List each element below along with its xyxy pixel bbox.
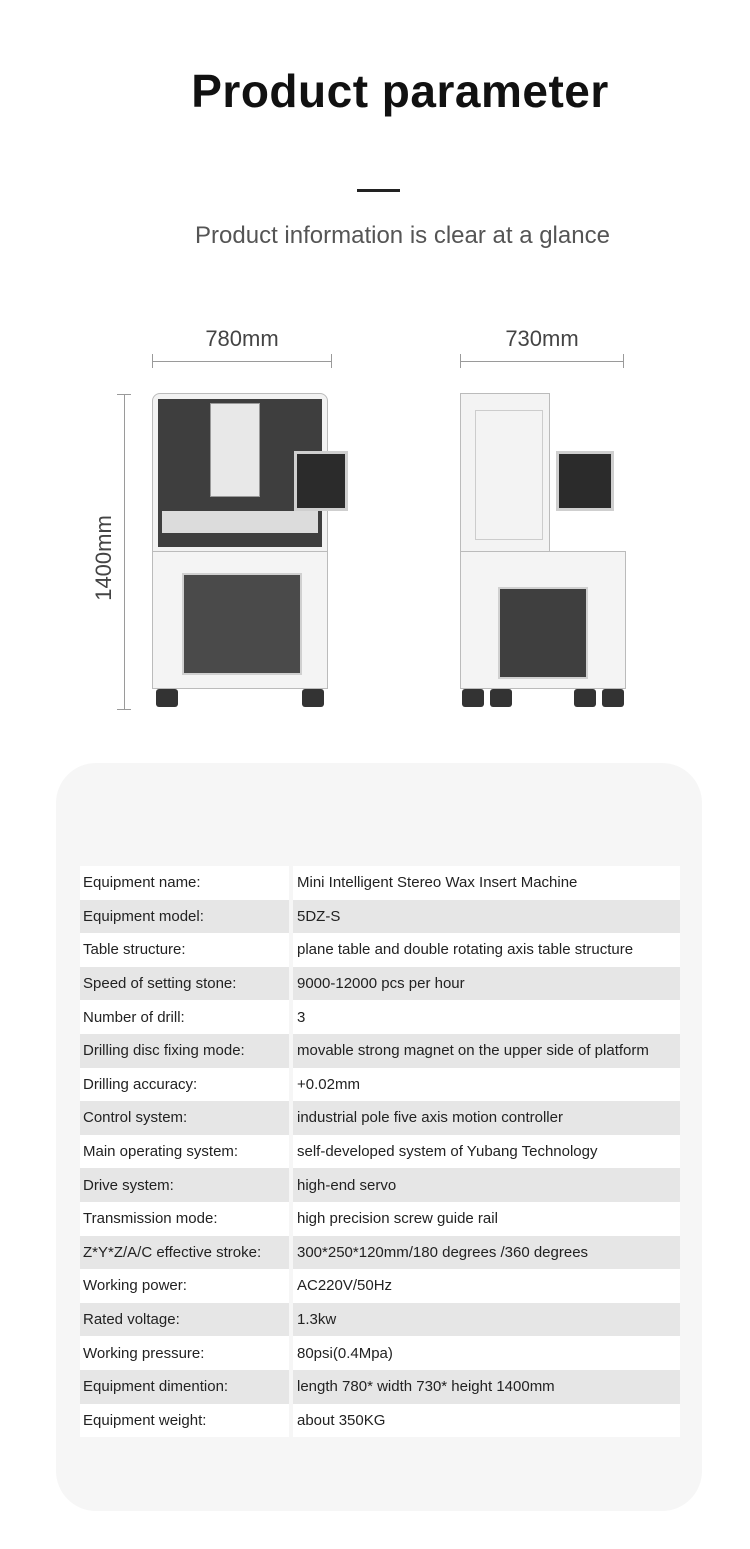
param-value: 3 (291, 1000, 680, 1034)
param-label: Speed of setting stone: (80, 967, 291, 1001)
param-value: Mini Intelligent Stereo Wax Insert Machine (291, 866, 680, 900)
table-row (80, 1135, 680, 1169)
table-row (80, 1236, 680, 1270)
param-label: Equipment name: (80, 866, 291, 900)
param-label: Drilling accuracy: (80, 1068, 291, 1102)
front-width-label: 780mm (205, 326, 279, 351)
param-value: AC220V/50Hz (291, 1269, 680, 1303)
table-row (80, 1168, 680, 1202)
param-label: Control system: (80, 1101, 291, 1135)
table-row (80, 967, 680, 1001)
param-label: Equipment model: (80, 900, 291, 934)
param-label: Drilling disc fixing mode: (80, 1034, 291, 1068)
front-width-tick-left (152, 354, 153, 368)
param-label: Equipment weight: (80, 1404, 291, 1438)
page-title: Product parameter (191, 65, 609, 117)
table-row (80, 1404, 680, 1438)
front-width-tick-right (331, 354, 332, 368)
table-row (80, 1269, 680, 1303)
table-row (80, 900, 680, 934)
side-width-line (460, 361, 624, 362)
param-value: industrial pole five axis motion controller (291, 1101, 680, 1135)
param-value: high-end servo (291, 1168, 680, 1202)
param-value: 5DZ-S (291, 900, 680, 934)
param-value: 1.3kw (291, 1303, 680, 1337)
param-value: +0.02mm (291, 1068, 680, 1102)
table-row (80, 1370, 680, 1404)
height-tick-bottom (117, 709, 131, 710)
page-subtitle: Product information is clear at a glance (195, 222, 610, 249)
param-value: about 350KG (291, 1404, 680, 1438)
param-value: 80psi(0.4Mpa) (291, 1336, 680, 1370)
param-label: Rated voltage: (80, 1303, 291, 1337)
parameter-table (80, 866, 680, 1437)
param-value: 9000-12000 pcs per hour (291, 967, 680, 1001)
side-width-label: 730mm (505, 326, 579, 351)
table-row (80, 1202, 680, 1236)
param-label: Working power: (80, 1269, 291, 1303)
table-row (80, 1034, 680, 1068)
table-row (80, 1303, 680, 1337)
side-width-tick-right (623, 354, 624, 368)
param-label: Table structure: (80, 933, 291, 967)
height-line (124, 394, 125, 710)
param-label: Equipment dimention: (80, 1370, 291, 1404)
param-label: Working pressure: (80, 1336, 291, 1370)
param-value: length 780* width 730* height 1400mm (291, 1370, 680, 1404)
table-row (80, 933, 680, 967)
table-row (80, 866, 680, 900)
height-tick-top (117, 394, 131, 395)
param-value: 300*250*120mm/180 degrees /360 degrees (291, 1236, 680, 1270)
machine-front-view (152, 393, 328, 711)
table-row (80, 1336, 680, 1370)
param-value: plane table and double rotating axis table structure (291, 933, 680, 967)
front-width-line (152, 361, 332, 362)
machine-side-view (458, 393, 628, 711)
title-divider (357, 189, 400, 192)
param-label: Z*Y*Z/A/C effective stroke: (80, 1236, 291, 1270)
param-value: self-developed system of Yubang Technology (291, 1135, 680, 1169)
param-label: Number of drill: (80, 1000, 291, 1034)
table-row (80, 1101, 680, 1135)
side-width-tick-left (460, 354, 461, 368)
param-label: Drive system: (80, 1168, 291, 1202)
param-label: Main operating system: (80, 1135, 291, 1169)
height-label: 1400mm (91, 515, 116, 601)
table-row (80, 1000, 680, 1034)
param-value: movable strong magnet on the upper side of platform (291, 1034, 680, 1068)
param-label: Transmission mode: (80, 1202, 291, 1236)
table-row (80, 1068, 680, 1102)
param-value: high precision screw guide rail (291, 1202, 680, 1236)
